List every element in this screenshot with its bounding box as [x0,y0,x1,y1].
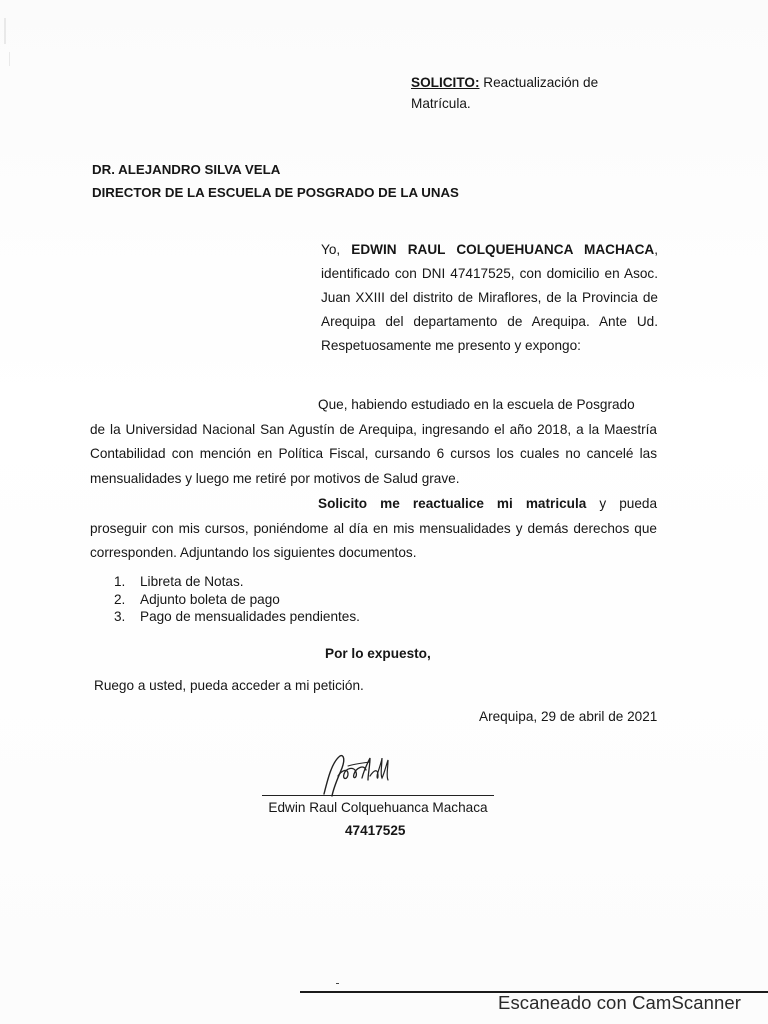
place-date: Arequipa, 29 de abril de 2021 [479,709,658,724]
scan-mark [336,983,339,984]
subject-block [411,72,651,114]
addressee-title: DIRECTOR DE LA ESCUELA DE POSGRADO DE LA UNAS [92,185,459,200]
paragraph-1-line: Contabilidad con mención en Política Fiscal, cursando 6 cursos los cuales no cancelé las [90,446,657,461]
paragraph-1-line: Que, habiendo estudiado en la escuela de Posgrado [318,397,635,412]
paragraph-2-line [90,492,657,517]
signature-line [262,795,494,796]
subject-text-line1: Reactualización de [479,75,599,90]
list-item-text: Libreta de Notas. [140,574,244,589]
intro-line: Arequipa del departamento de Arequipa. Ante Ud. [321,314,658,329]
list-item-text: Adjunto boleta de pago [140,591,280,607]
subject-text-line2: Matrícula. [411,96,471,111]
intro-comma: , [654,242,659,257]
addressee-name: DR. ALEJANDRO SILVA VELA [92,162,281,177]
intro-line-1 [321,238,658,262]
intro-line: identificado con DNI 47417525, con domicilio en Asoc. [321,266,658,281]
request-rest: y pueda [586,496,658,511]
intro-block [321,238,658,358]
subject-label: SOLICITO: [411,75,480,90]
list-item-number: 3. [114,609,126,624]
scan-artifact [4,18,6,44]
list-item [114,591,360,609]
paragraph-1 [90,393,657,491]
paragraph-2-line: corresponden. Adjuntando los siguientes documentos. [90,545,417,560]
list-item [114,608,360,626]
paragraph-2-line: proseguir con mis cursos, poniéndome al día en mis mensualidades y demás derechos que [90,520,657,536]
list-item-number: 1. [114,574,126,589]
paragraph-2 [90,492,657,566]
signer-name: Edwin Raul Colquehuanca Machaca [268,800,488,815]
closing-expuesto: Por lo expuesto, [325,646,431,661]
list-item-number: 2. [114,591,126,607]
paragraph-1-line: de la Universidad Nacional San Agustín de Arequipa, ingresando el año 2018, a la Maestría [90,421,657,437]
addressee-block [92,158,459,204]
list-item-text: Pago de mensualidades pendientes. [140,609,360,624]
documents-list [114,573,360,626]
scan-artifact [9,52,10,66]
request-statement: Solicito me reactualice mi matricula [318,496,587,511]
camscanner-watermark: Escaneado con CamScanner [498,992,742,1013]
intro-yo: Yo, [321,242,341,257]
paragraph-1-line: mensualidades y luego me retiré por motivos de Salud grave. [90,470,460,486]
intro-line: Respetuosamente me presento y expongo: [321,338,581,353]
signer-dni: 47417525 [345,823,406,838]
intro-line: Juan XXIII del distrito de Miraflores, de la Provincia de [321,290,658,305]
closing-request: Ruego a usted, pueda acceder a mi petición. [94,678,364,693]
list-item [114,573,360,591]
applicant-name: EDWIN RAUL COLQUEHUANCA MACHACA [351,242,655,257]
